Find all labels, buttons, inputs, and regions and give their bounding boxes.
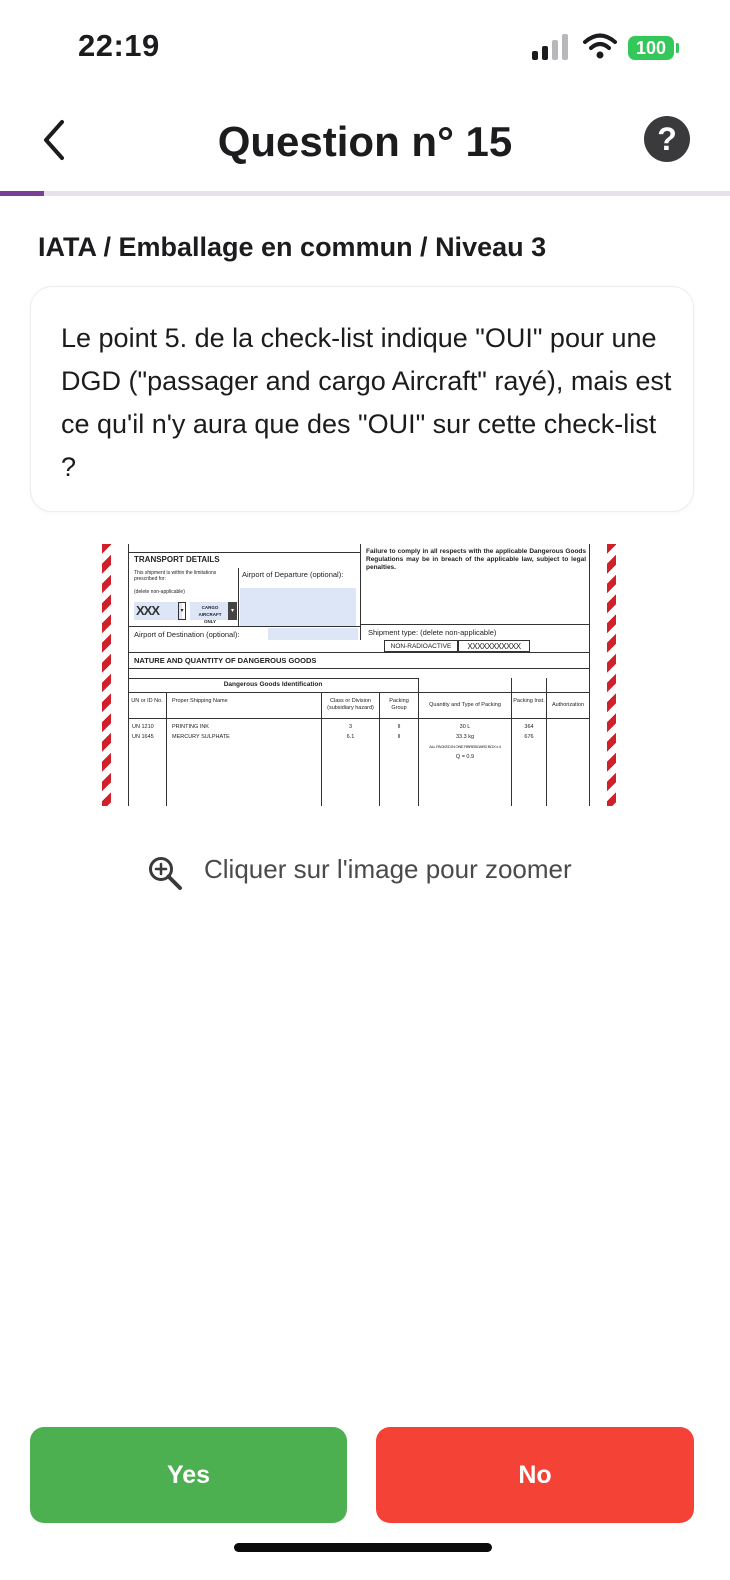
dgd-form: TRANSPORT DETAILS This shipment is within the limitations prescribed for: (delete non-applicable) Airport of Departure (optional): XXX ▾ CARGO AIRCRAFT ONLY ▾ Airport of Destination (optional): Failure to comply in all respects with the applicable Dangerous Goods Regulations may be in breach of the applicable law, subject to legal penalties. Shipment type: (delete non-applicable) NON-RADIOACTIVE XXXXXXXXXXX NATURE AND QUANTITY OF DANGEROUS GOODS Dangerous Goods Identification UN or ID No. Proper Shipping Name Class or Division (subsidiary hazard) Packing Group Quantity and Type of Packing Packing Inst. Authorization UN 1210 PRINTING INK 3 II 30 L 364 UN 1645 MERCURY SULPHATE 6.1 II 33.3 kg 676 ALL PACKED IN ONE FIBREBOARD BOX x 4 Q = 0.9: [128, 544, 590, 806]
all-packed-note: ALL PACKED IN ONE FIBREBOARD BOX x 4: [429, 744, 501, 749]
cargo-only-option: CARGO AIRCRAFT ONLY: [198, 605, 222, 624]
battery-tip: [676, 43, 679, 53]
nature-quantity-heading: NATURE AND QUANTITY OF DANGEROUS GOODS: [134, 656, 317, 665]
document-image[interactable]: [102, 544, 616, 806]
status-bar: [0, 0, 730, 96]
breadcrumb: IATA / Emballage en commun / Niveau 3: [38, 232, 547, 262]
row-2-class: 6.1: [346, 734, 355, 740]
status-time: 22:19: [78, 28, 160, 63]
column-header-authorization: Authorization: [551, 702, 585, 708]
yes-button[interactable]: Yes: [30, 1427, 347, 1523]
zoom-hint-text: Cliquer sur l'image pour zoomer: [204, 854, 572, 884]
row-1-quantity: 30 L: [459, 724, 471, 730]
row-2-quantity: 33.3 kg: [455, 734, 475, 740]
airport-departure-label: Airport of Departure (optional):: [242, 570, 344, 579]
failure-notice: Failure to comply in all respects with the applicable Dangerous Goods Regulations may be in breach of the applicable law, subject to legal penalties.: [366, 548, 586, 571]
row-1-name: PRINTING INK: [172, 724, 209, 730]
row-1-packing-group: II: [397, 724, 401, 730]
limitations-note: This shipment is within the limitations prescribed for:: [134, 570, 217, 582]
zoom-in-icon: [146, 854, 184, 892]
passenger-option-struck: XXX: [136, 603, 160, 618]
wifi-icon: [583, 32, 617, 60]
column-header-class: Class or Division (subsidiary hazard): [327, 698, 374, 711]
battery-icon: [628, 36, 674, 60]
hazard-border-left: [102, 544, 111, 806]
column-header-un: UN or ID No.: [131, 698, 163, 704]
question-text: Le point 5. de la check-list indique "OUI" pour une DGD ("passager and cargo Aircraft" rayé), mais est ce qu'il n'y aura que des "OUI" sur cette check-list ?: [61, 323, 672, 482]
row-2-packing-inst: 676: [524, 734, 534, 740]
row-2-packing-group: II: [397, 734, 401, 740]
row-2-name: MERCURY SULPHATE: [172, 734, 230, 740]
home-indicator: [234, 1543, 492, 1552]
header: [0, 96, 730, 188]
column-header-quantity: Quantity and Type of Packing: [429, 702, 501, 708]
dg-identification-heading: Dangerous Goods Identification: [223, 681, 323, 688]
column-header-packing-group: Packing Group: [389, 698, 409, 711]
progress-bar: [0, 191, 730, 196]
column-header-packing-inst: Packing Inst.: [513, 698, 545, 704]
row-1-class: 3: [348, 724, 353, 730]
page-title: Question n° 15: [217, 118, 513, 165]
cellular-signal-icon: [532, 34, 570, 60]
row-1-packing-inst: 364: [524, 724, 534, 730]
row-2-un: UN 1645: [132, 734, 154, 740]
progress-fill: [0, 191, 44, 196]
hazard-border-right: [607, 544, 616, 806]
non-radioactive-box: NON-RADIOACTIVE: [384, 640, 458, 652]
help-button[interactable]: [644, 116, 690, 162]
radioactive-box-struck: XXXXXXXXXXX: [458, 640, 530, 652]
airport-destination-label: Airport of Destination (optional):: [134, 630, 240, 639]
question-mark-icon: ?: [657, 121, 677, 157]
q-value: Q = 0.9: [455, 754, 475, 760]
battery-level: 100: [635, 38, 667, 58]
shipment-type-label: Shipment type: (delete non-applicable): [368, 628, 497, 637]
no-button[interactable]: No: [376, 1427, 694, 1523]
row-1-un: UN 1210: [132, 724, 154, 730]
delete-note: (delete non-applicable): [134, 589, 185, 595]
column-header-shipping-name: Proper Shipping Name: [172, 698, 228, 704]
transport-details-heading: TRANSPORT DETAILS: [134, 555, 220, 564]
question-card: [30, 286, 694, 512]
